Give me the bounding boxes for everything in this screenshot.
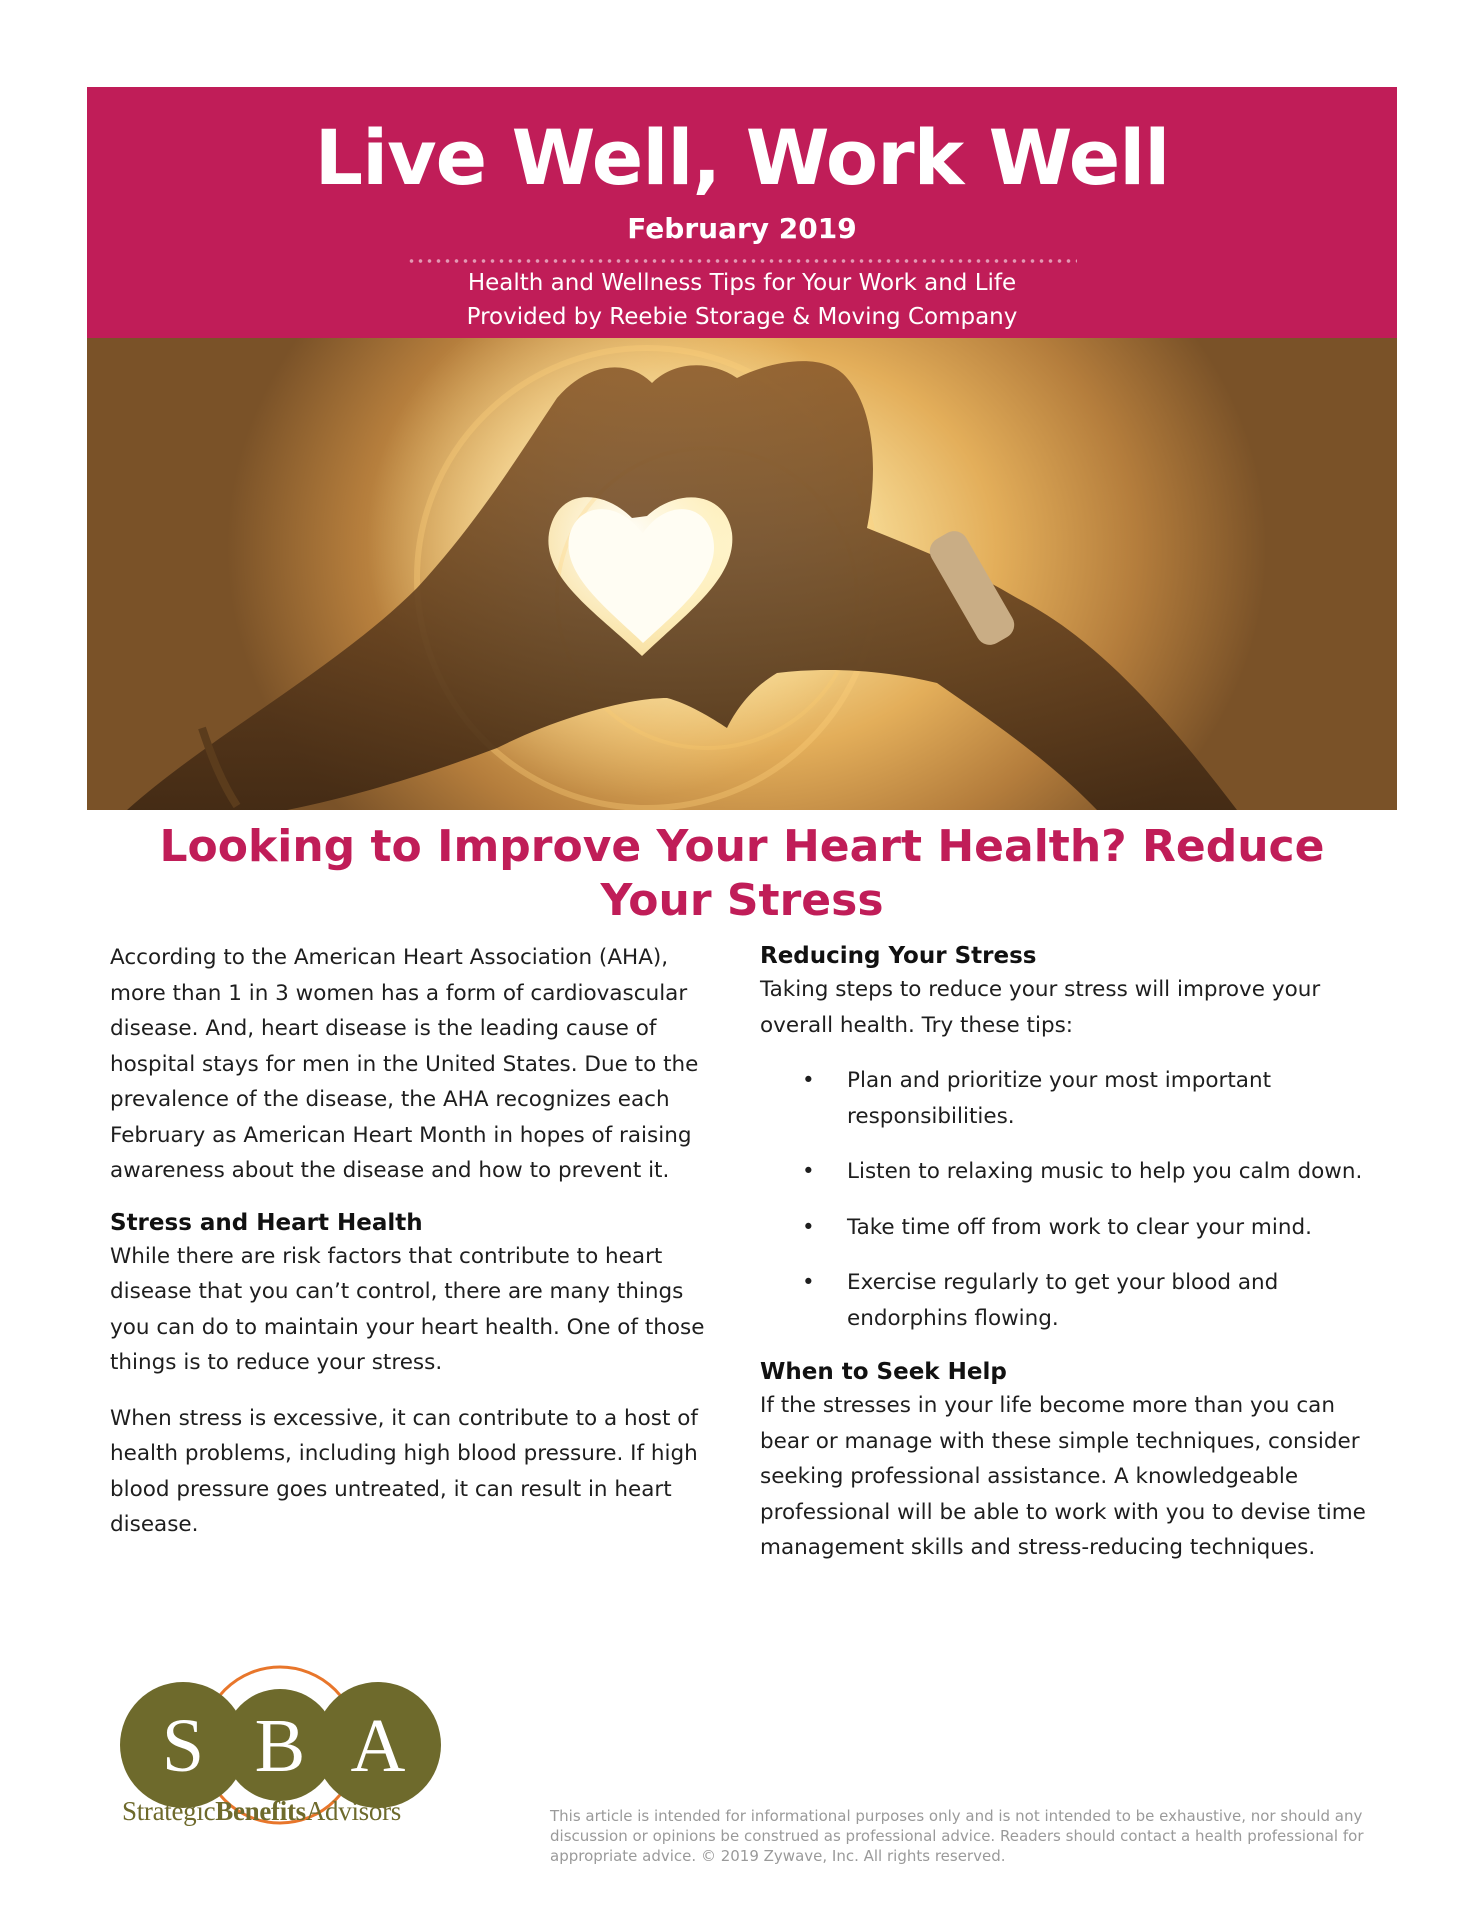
list-item: • Plan and prioritize your most important responsibilities. xyxy=(760,1063,1380,1134)
logo-letter: S xyxy=(161,1704,205,1788)
section-heading-reducing-stress: Reducing Your Stress xyxy=(760,943,1037,969)
section-paragraph: When stress is excessive, it can contribute to a host of health problems, including high blood pressure. If high blood pressure goes untreated, it can result in heart disease. xyxy=(110,1405,698,1537)
list-item: • Listen to relaxing music to help you calm down. xyxy=(760,1154,1380,1190)
bullet-icon: • xyxy=(802,1068,815,1093)
logo-caption: StrategicBenefitsAdvisors xyxy=(122,1796,401,1826)
hero-image xyxy=(87,338,1397,810)
list-item: • Exercise regularly to get your blood and endorphins flowing. xyxy=(760,1265,1380,1336)
section-heading-seek-help: When to Seek Help xyxy=(760,1359,1007,1385)
tips-list xyxy=(760,1063,1380,1336)
bullet-icon: • xyxy=(802,1214,815,1240)
heart-hands-illustration xyxy=(87,338,1397,810)
logo-letter: A xyxy=(350,1704,406,1788)
intro-paragraph: According to the American Heart Association (AHA), more than 1 in 3 women has a form of cardiovascular disease. And, heart disease is the leading cause of hospital stays for men in the United States. Due to the prevalence of the disease, the AHA recognizes each February as American Heart Month in hopes of raising awareness about the disease and how to prevent it. xyxy=(110,945,699,1183)
dotted-divider xyxy=(407,259,1077,263)
section-paragraph: If the stresses in your life become more than you can bear or manage with these simple techniques, consider seeking professional assistance. A knowledgeable professional will be able to work with you to devise time management skills and stress-reducing techniques. xyxy=(760,1393,1366,1560)
newsletter-subtitle-line1: Health and Wellness Tips for Your Work and Life xyxy=(467,270,1017,296)
section-heading-stress-heart: Stress and Heart Health xyxy=(110,1209,423,1236)
right-column xyxy=(760,940,1380,1566)
newsletter-subtitle-line2: Provided by Reebie Storage & Moving Company xyxy=(466,304,1018,330)
left-column xyxy=(110,940,720,1543)
article-title: Looking to Improve Your Heart Health? Reduce Your Stress xyxy=(159,821,1325,926)
section-paragraph: Taking steps to reduce your stress will improve your overall health. Try these tips: xyxy=(760,977,1321,1038)
logo-letter: B xyxy=(254,1704,306,1788)
section-paragraph: While there are risk factors that contribute to heart disease that you can’t control, there are many things you can do to maintain your heart health. One of those things is to reduce your stress. xyxy=(110,1243,705,1375)
newsletter-banner xyxy=(87,87,1397,338)
newsletter-title: Live Well, Work Well xyxy=(314,113,1170,202)
list-item: • Take time off from work to clear your mind. xyxy=(760,1210,1380,1246)
disclaimer-text: This article is intended for informational purposes only and is not intended to be exhaustive, nor should any discussion or opinions be construed as professional advice. Readers should contact a health professional for appropriate advice. © 2019 Zywave, Inc. All rights reserved. xyxy=(550,1807,1364,1865)
newsletter-date: February 2019 xyxy=(627,212,857,245)
bullet-icon: • xyxy=(802,1270,815,1295)
bullet-icon: • xyxy=(802,1159,815,1184)
